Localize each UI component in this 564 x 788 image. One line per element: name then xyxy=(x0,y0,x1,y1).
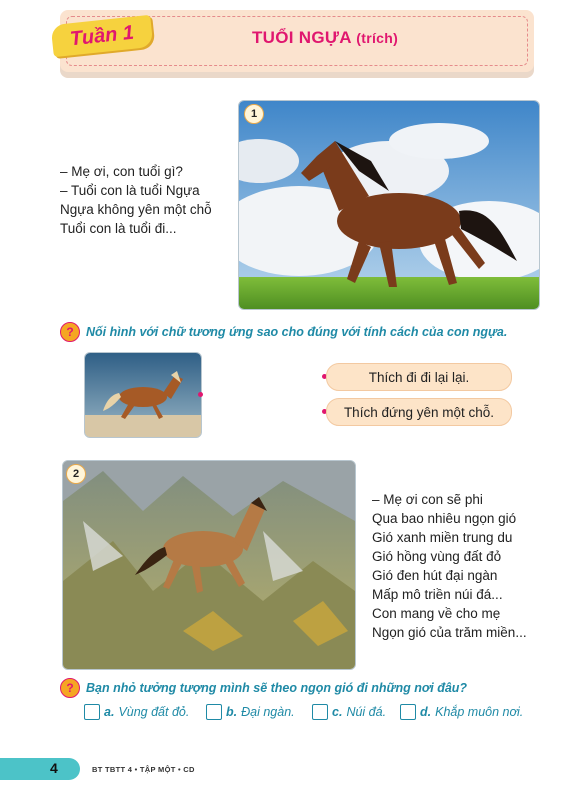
option-checkbox[interactable] xyxy=(84,704,100,720)
photo-number-badge: 1 xyxy=(244,104,264,124)
question-2 xyxy=(60,678,467,698)
poem-line: Tuổi con là tuổi đi... xyxy=(60,221,177,236)
poem-line: Gió đen hút đại ngàn xyxy=(372,568,498,583)
poem-line: Ngựa không yên một chỗ xyxy=(60,202,212,217)
option-text: Núi đá. xyxy=(346,705,387,719)
question-mark-icon: ? xyxy=(60,678,80,698)
option-letter: b. xyxy=(226,705,238,719)
option-d[interactable] xyxy=(400,704,523,720)
poem-line: – Mẹ ơi, con tuổi gì? xyxy=(60,164,183,179)
horse-meadow-photo xyxy=(238,100,540,310)
poem-line: Con mang về cho mẹ xyxy=(372,606,501,621)
option-text: Vùng đất đỏ. xyxy=(118,705,190,719)
page-number: 4 xyxy=(50,760,58,776)
poem-line: Ngọn gió của trăm miền... xyxy=(372,625,527,640)
option-b[interactable] xyxy=(206,704,295,720)
question-text: Bạn nhỏ tưởng tượng mình sẽ theo ngọn gió đi những nơi đâu? xyxy=(86,681,468,695)
title-text: TUỔI NGỰA xyxy=(251,28,352,47)
poem-line: Qua bao nhiêu ngọn gió xyxy=(372,511,517,526)
question-1 xyxy=(60,322,507,342)
option-text: Đại ngàn. xyxy=(241,705,295,719)
option-checkbox[interactable] xyxy=(312,704,328,720)
poem-line: – Tuổi con là tuổi Ngựa xyxy=(60,183,200,198)
match-option-1[interactable]: Thích đi đi lại lại. xyxy=(326,363,512,391)
horse-desert-photo xyxy=(84,352,202,438)
photo-number-badge: 2 xyxy=(66,464,86,484)
poem-stanza-1 xyxy=(60,162,212,238)
question-text: Nối hình với chữ tương ứng sao cho đúng với tính cách của con ngựa. xyxy=(86,325,508,339)
footer-bar xyxy=(0,758,80,780)
match-option-2[interactable]: Thích đứng yên một chỗ. xyxy=(326,398,512,426)
option-letter: a. xyxy=(104,705,115,719)
book-label: BT TBTT 4 • TẬP MỘT • CD xyxy=(92,765,195,774)
poem-line: Gió xanh miền trung du xyxy=(372,530,513,545)
poem-line: Gió hồng vùng đất đỏ xyxy=(372,549,502,564)
match-dot-image[interactable] xyxy=(198,392,203,397)
week-label: Tuần 1 xyxy=(68,21,135,50)
horse-mountains-photo xyxy=(62,460,356,670)
option-letter: d. xyxy=(420,705,432,719)
poem-stanza-2 xyxy=(372,490,527,642)
option-checkbox[interactable] xyxy=(400,704,416,720)
option-letter: c. xyxy=(332,705,343,719)
option-checkbox[interactable] xyxy=(206,704,222,720)
title-note: (trích) xyxy=(356,30,399,46)
question-mark-icon: ? xyxy=(60,322,80,342)
option-c[interactable] xyxy=(312,704,386,720)
option-a[interactable] xyxy=(84,704,189,720)
poem-line: Mấp mô triền núi đá... xyxy=(372,587,503,602)
option-text: Khắp muôn nơi. xyxy=(435,705,524,719)
page-title xyxy=(160,28,490,48)
poem-line: – Mẹ ơi con sẽ phi xyxy=(372,492,483,507)
